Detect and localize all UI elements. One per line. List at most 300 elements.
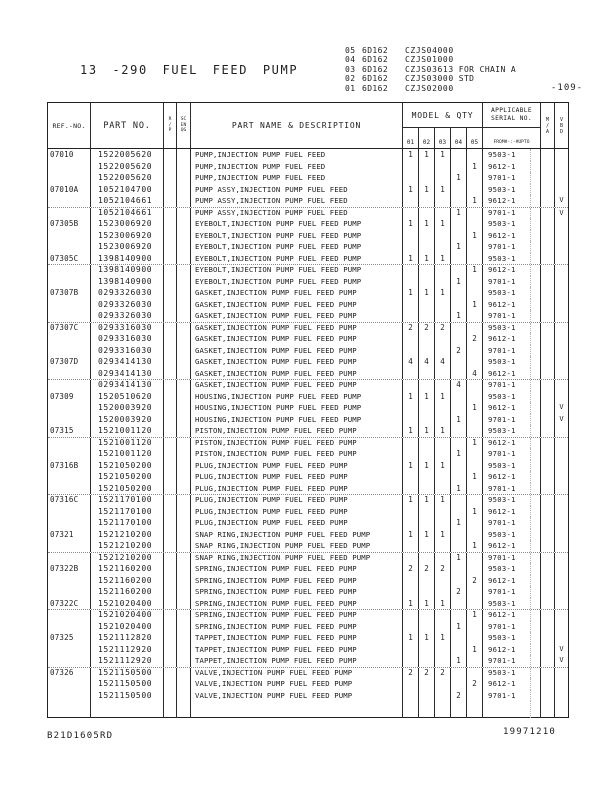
qty-cell-02 <box>419 553 435 564</box>
qty-cell-05: 1 <box>467 471 483 483</box>
qty-cell-01: 1 <box>403 149 419 161</box>
qty-cell-02 <box>419 402 435 414</box>
rp-flag-cell <box>164 701 177 718</box>
vbd-cell <box>555 483 568 495</box>
part-description-cell: PUMP,INJECTION PUMP FUEL FEED <box>191 172 403 184</box>
part-description-cell: SPRING,INJECTION PUMP FUEL FEED PUMP <box>191 586 403 598</box>
ref-no-cell <box>48 644 91 656</box>
ma-cell <box>541 184 555 196</box>
qty-cell-01 <box>403 471 419 483</box>
qty-cell-04 <box>451 230 467 242</box>
sc-flag-cell <box>177 598 191 610</box>
ma-cell <box>541 253 555 265</box>
part-no-cell: 1521001120 <box>91 425 164 437</box>
vbd-cell <box>555 265 568 276</box>
rp-flag-cell <box>164 632 177 644</box>
qty-cell-05 <box>467 276 483 288</box>
serial-cell: 9612-1 <box>483 402 541 414</box>
qty-cell-05 <box>467 323 483 334</box>
sc-flag-cell <box>177 368 191 380</box>
qty-cell-03: 1 <box>435 632 451 644</box>
ref-no-cell <box>48 380 91 391</box>
qty-cell-01: 1 <box>403 287 419 299</box>
part-description-cell: EYEBOLT,INJECTION PUMP FUEL FEED PUMP <box>191 241 403 253</box>
part-description-cell: GASKET,INJECTION PUMP FUEL FEED PUMP <box>191 368 403 380</box>
table-row <box>48 230 568 242</box>
serial-cell: 9503-1 <box>483 149 541 161</box>
qty-cell-03: 1 <box>435 287 451 299</box>
qty-cell-05 <box>467 563 483 575</box>
rp-flag-cell <box>164 184 177 196</box>
serial-cell: 9612-1 <box>483 644 541 656</box>
part-no-cell: 1522005620 <box>91 149 164 161</box>
model-engine: 6D162 <box>362 55 389 65</box>
serial-cell: 9701-1 <box>483 448 541 460</box>
part-no-cell: 0293326030 <box>91 299 164 311</box>
rp-flag-cell <box>164 610 177 621</box>
ref-no-cell <box>48 690 91 702</box>
table-row <box>48 149 568 161</box>
header-from-upto: FROM#-:-#UPTO <box>483 128 541 148</box>
ma-cell <box>541 333 555 345</box>
ref-no-cell: 07321 <box>48 529 91 541</box>
ma-cell <box>541 598 555 610</box>
sc-flag-cell <box>177 540 191 552</box>
sc-flag-cell <box>177 310 191 322</box>
vbd-cell <box>555 690 568 702</box>
qty-cell-02: 1 <box>419 184 435 196</box>
qty-cell-02: 1 <box>419 218 435 230</box>
serial-cell: 9503-1 <box>483 529 541 541</box>
table-row <box>48 529 568 541</box>
part-no-cell: 1520003920 <box>91 414 164 426</box>
part-no-cell: 1521020400 <box>91 610 164 621</box>
sc-flag-cell <box>177 668 191 679</box>
serial-cell: 9701-1 <box>483 553 541 564</box>
vbd-cell <box>555 632 568 644</box>
table-row <box>48 184 568 196</box>
qty-cell-04 <box>451 402 467 414</box>
rp-flag-cell <box>164 448 177 460</box>
qty-cell-04: 1 <box>451 172 467 184</box>
qty-cell-04 <box>451 495 467 506</box>
ref-no-cell <box>48 172 91 184</box>
part-no-cell: 1521112920 <box>91 655 164 667</box>
serial-cell: 9701-1 <box>483 172 541 184</box>
rp-flag-cell <box>164 253 177 265</box>
qty-cell-04 <box>451 460 467 472</box>
part-no-cell: 1522005620 <box>91 161 164 173</box>
qty-cell-01 <box>403 276 419 288</box>
serial-cell: 9503-1 <box>483 598 541 610</box>
table-row <box>48 195 568 207</box>
serial-cell: 9503-1 <box>483 323 541 334</box>
qty-cell-01 <box>403 517 419 529</box>
qty-cell-05: 2 <box>467 333 483 345</box>
rp-flag-cell <box>164 241 177 253</box>
part-description-cell: TAPPET,INJECTION PUMP FUEL FEED PUMP <box>191 632 403 644</box>
qty-cell-02: 1 <box>419 632 435 644</box>
rp-flag-cell <box>164 208 177 219</box>
table-row <box>48 655 568 667</box>
ref-no-cell: 07316B <box>48 460 91 472</box>
ma-cell <box>541 517 555 529</box>
ref-no-cell <box>48 241 91 253</box>
ma-cell <box>541 241 555 253</box>
table-row <box>48 207 568 219</box>
qty-cell-04: 1 <box>451 621 467 633</box>
qty-cell-05: 1 <box>467 506 483 518</box>
qty-cell-03: 2 <box>435 323 451 334</box>
ref-no-cell <box>48 701 91 718</box>
table-row <box>48 621 568 633</box>
sc-flag-cell <box>177 586 191 598</box>
serial-cell: 9612-1 <box>483 333 541 345</box>
model-code: 04 <box>345 55 356 65</box>
qty-cell-02 <box>419 195 435 207</box>
qty-cell-02 <box>419 172 435 184</box>
ref-no-cell <box>48 678 91 690</box>
page-number: -109- <box>551 83 584 93</box>
table-row <box>48 379 568 391</box>
qty-cell-05: 1 <box>467 195 483 207</box>
sc-flag-cell <box>177 438 191 449</box>
sc-flag-cell <box>177 678 191 690</box>
vbd-cell <box>555 149 568 161</box>
ma-cell <box>541 402 555 414</box>
qty-cell-02 <box>419 621 435 633</box>
ma-cell <box>541 380 555 391</box>
ma-cell <box>541 448 555 460</box>
qty-cell-01 <box>403 701 419 718</box>
qty-cell-05 <box>467 380 483 391</box>
rp-flag-cell <box>164 265 177 276</box>
vbd-cell <box>555 540 568 552</box>
ref-no-cell <box>48 276 91 288</box>
ref-no-cell <box>48 333 91 345</box>
ref-no-cell <box>48 438 91 449</box>
ma-cell <box>541 310 555 322</box>
qty-cell-02 <box>419 448 435 460</box>
qty-cell-04 <box>451 598 467 610</box>
qty-cell-01: 1 <box>403 218 419 230</box>
serial-cell: 9503-1 <box>483 563 541 575</box>
serial-cell: 9503-1 <box>483 253 541 265</box>
part-no-cell: 1521160200 <box>91 575 164 587</box>
qty-cell-01 <box>403 414 419 426</box>
qty-cell-04 <box>451 575 467 587</box>
rp-flag-cell <box>164 276 177 288</box>
sc-flag-cell <box>177 402 191 414</box>
table-row <box>48 483 568 495</box>
ma-cell <box>541 678 555 690</box>
part-description-cell: PUMP ASSY,INJECTION PUMP FUEL FEED <box>191 195 403 207</box>
qty-cell-01 <box>403 644 419 656</box>
qty-cell-02 <box>419 241 435 253</box>
qty-cell-05 <box>467 586 483 598</box>
qty-cell-04 <box>451 529 467 541</box>
sc-flag-cell <box>177 655 191 667</box>
sc-flag-cell <box>177 690 191 702</box>
sc-flag-cell <box>177 253 191 265</box>
qty-cell-04: 1 <box>451 414 467 426</box>
part-no-cell: 1521050200 <box>91 460 164 472</box>
sc-flag-cell <box>177 218 191 230</box>
qty-cell-04 <box>451 678 467 690</box>
rp-flag-cell <box>164 483 177 495</box>
qty-cell-02 <box>419 483 435 495</box>
qty-cell-02 <box>419 161 435 173</box>
rp-flag-cell <box>164 299 177 311</box>
qty-cell-02 <box>419 517 435 529</box>
part-description-cell: EYEBOLT,INJECTION PUMP FUEL FEED PUMP <box>191 276 403 288</box>
table-row <box>48 460 568 472</box>
qty-cell-03: 1 <box>435 495 451 506</box>
part-no-cell: 0293414130 <box>91 380 164 391</box>
vbd-cell <box>555 575 568 587</box>
qty-cell-01: 1 <box>403 391 419 403</box>
qty-cell-03 <box>435 161 451 173</box>
vbd-cell <box>555 323 568 334</box>
ref-no-cell <box>48 621 91 633</box>
sc-flag-cell <box>177 425 191 437</box>
qty-cell-02 <box>419 414 435 426</box>
qty-cell-03 <box>435 208 451 219</box>
header-qty-05: 05 <box>467 128 483 148</box>
serial-cell: 9612-1 <box>483 265 541 276</box>
part-no-cell: 1520510620 <box>91 391 164 403</box>
qty-cell-02 <box>419 540 435 552</box>
ref-no-cell <box>48 310 91 322</box>
vbd-cell <box>555 345 568 357</box>
part-no-cell: 1521020400 <box>91 621 164 633</box>
part-no-cell: 0293414130 <box>91 368 164 380</box>
sc-flag-cell <box>177 621 191 633</box>
model-engine: 6D162 <box>362 64 389 74</box>
qty-cell-01: 1 <box>403 184 419 196</box>
ma-cell <box>541 506 555 518</box>
table-row <box>48 322 568 334</box>
qty-cell-05 <box>467 668 483 679</box>
qty-cell-04: 1 <box>451 208 467 219</box>
part-no-cell: 0293316030 <box>91 323 164 334</box>
part-description-cell: EYEBOLT,INJECTION PUMP FUEL FEED PUMP <box>191 265 403 276</box>
ref-no-cell <box>48 208 91 219</box>
vbd-cell <box>555 586 568 598</box>
qty-cell-04 <box>451 391 467 403</box>
part-description-cell: GASKET,INJECTION PUMP FUEL FEED PUMP <box>191 380 403 391</box>
vbd-cell <box>555 529 568 541</box>
qty-cell-03 <box>435 380 451 391</box>
ref-no-cell <box>48 553 91 564</box>
serial-cell: 9503-1 <box>483 632 541 644</box>
qty-cell-05: 1 <box>467 161 483 173</box>
qty-cell-03 <box>435 517 451 529</box>
vbd-cell <box>555 310 568 322</box>
sc-flag-cell <box>177 517 191 529</box>
qty-cell-05 <box>467 414 483 426</box>
qty-cell-03: 1 <box>435 253 451 265</box>
ref-no-cell <box>48 506 91 518</box>
print-date: 19971210 <box>503 727 556 737</box>
qty-cell-02: 1 <box>419 391 435 403</box>
ref-no-cell <box>48 230 91 242</box>
rp-flag-cell <box>164 323 177 334</box>
qty-cell-04 <box>451 668 467 679</box>
rp-flag-cell <box>164 333 177 345</box>
table-row <box>48 494 568 506</box>
qty-cell-01: 4 <box>403 356 419 368</box>
serial-cell: 9612-1 <box>483 195 541 207</box>
table-row <box>48 437 568 449</box>
part-no-cell: 1522005620 <box>91 172 164 184</box>
ref-no-cell <box>48 575 91 587</box>
qty-cell-02 <box>419 506 435 518</box>
header-rp-flag: R / P <box>164 103 177 148</box>
serial-cell: 9701-1 <box>483 208 541 219</box>
qty-cell-03 <box>435 621 451 633</box>
qty-cell-05: 1 <box>467 540 483 552</box>
table-row <box>48 425 568 437</box>
qty-cell-03: 1 <box>435 149 451 161</box>
qty-cell-05: 1 <box>467 265 483 276</box>
serial-cell: 9503-1 <box>483 218 541 230</box>
model-line <box>345 84 516 93</box>
qty-cell-04 <box>451 506 467 518</box>
qty-cell-03 <box>435 553 451 564</box>
part-description-cell: PLUG,INJECTION PUMP FUEL FEED PUMP <box>191 495 403 506</box>
qty-cell-04 <box>451 253 467 265</box>
ma-cell <box>541 553 555 564</box>
ref-no-cell <box>48 655 91 667</box>
qty-cell-04: 1 <box>451 241 467 253</box>
sc-flag-cell <box>177 230 191 242</box>
qty-cell-03 <box>435 402 451 414</box>
qty-cell-02 <box>419 299 435 311</box>
ma-cell <box>541 644 555 656</box>
qty-cell-05: 1 <box>467 402 483 414</box>
sc-flag-cell <box>177 356 191 368</box>
ma-cell <box>541 655 555 667</box>
model-note: FOR CHAIN A <box>458 64 517 74</box>
part-no-cell: 1521170100 <box>91 495 164 506</box>
qty-cell-05: 1 <box>467 644 483 656</box>
sc-flag-cell <box>177 414 191 426</box>
model-serial: CZJS03000 <box>405 74 454 84</box>
qty-cell-01 <box>403 506 419 518</box>
serial-cell: 9701-1 <box>483 380 541 391</box>
rp-flag-cell <box>164 668 177 679</box>
part-no-cell: 1521170100 <box>91 517 164 529</box>
qty-cell-01 <box>403 483 419 495</box>
qty-cell-03 <box>435 644 451 656</box>
qty-cell-05 <box>467 701 483 718</box>
part-description-cell: SPRING,INJECTION PUMP FUEL FEED PUMP <box>191 598 403 610</box>
rp-flag-cell <box>164 553 177 564</box>
sc-flag-cell <box>177 506 191 518</box>
qty-cell-02: 1 <box>419 598 435 610</box>
qty-cell-02 <box>419 644 435 656</box>
serial-cell: 9612-1 <box>483 471 541 483</box>
qty-cell-03 <box>435 414 451 426</box>
qty-cell-03: 1 <box>435 218 451 230</box>
qty-cell-02: 2 <box>419 563 435 575</box>
part-description-cell: TAPPET,INJECTION PUMP FUEL FEED PUMP <box>191 655 403 667</box>
header-qty-01: 01 <box>403 128 419 148</box>
rp-flag-cell <box>164 195 177 207</box>
qty-cell-02: 2 <box>419 323 435 334</box>
table-row <box>48 506 568 518</box>
part-no-cell <box>91 701 164 718</box>
qty-cell-01: 1 <box>403 632 419 644</box>
qty-cell-04: 1 <box>451 276 467 288</box>
qty-cell-02 <box>419 345 435 357</box>
vbd-cell: V <box>559 644 564 653</box>
vbd-cell <box>555 471 568 483</box>
part-no-cell: 1521001120 <box>91 448 164 460</box>
ref-no-cell <box>48 402 91 414</box>
part-description-cell: HOUSING,INJECTION PUMP FUEL FEED PUMP <box>191 391 403 403</box>
model-serial-list <box>345 46 516 93</box>
ref-no-cell: 07307D <box>48 356 91 368</box>
rp-flag-cell <box>164 414 177 426</box>
qty-cell-05: 1 <box>467 230 483 242</box>
vbd-cell <box>555 495 568 506</box>
qty-cell-03: 2 <box>435 563 451 575</box>
serial-cell: 9612-1 <box>483 299 541 311</box>
vbd-cell <box>555 218 568 230</box>
sc-flag-cell <box>177 299 191 311</box>
table-row <box>48 471 568 483</box>
part-description-cell: SNAP RING,INJECTION PUMP FUEL FEED PUMP <box>191 540 403 552</box>
rp-flag-cell <box>164 287 177 299</box>
sc-flag-cell <box>177 448 191 460</box>
rp-flag-cell <box>164 218 177 230</box>
table-row <box>48 563 568 575</box>
qty-cell-01: 1 <box>403 598 419 610</box>
model-note: STD <box>458 74 475 84</box>
serial-cell: 9701-1 <box>483 655 541 667</box>
table-body <box>48 149 568 718</box>
ref-no-cell: 07307C <box>48 323 91 334</box>
ref-no-cell: 07322C <box>48 598 91 610</box>
serial-cell: 9612-1 <box>483 678 541 690</box>
table-row <box>48 690 568 702</box>
serial-cell: 9701-1 <box>483 241 541 253</box>
ma-cell <box>541 172 555 184</box>
sc-flag-cell <box>177 460 191 472</box>
ma-cell <box>541 529 555 541</box>
part-description-cell: PLUG,INJECTION PUMP FUEL FEED PUMP <box>191 506 403 518</box>
part-description-cell: SPRING,INJECTION PUMP FUEL FEED PUMP <box>191 621 403 633</box>
qty-cell-03 <box>435 345 451 357</box>
qty-cell-05 <box>467 598 483 610</box>
part-description-cell: VALVE,INJECTION PUMP FUEL FEED PUMP <box>191 678 403 690</box>
ref-no-cell: 07325 <box>48 632 91 644</box>
vbd-cell <box>555 438 568 449</box>
sc-flag-cell <box>177 563 191 575</box>
qty-cell-04: 4 <box>451 380 467 391</box>
part-no-cell: 1052104661 <box>91 195 164 207</box>
ref-no-cell <box>48 265 91 276</box>
qty-cell-02 <box>419 586 435 598</box>
qty-cell-03 <box>435 230 451 242</box>
qty-cell-04 <box>451 540 467 552</box>
part-description-cell: SNAP RING,INJECTION PUMP FUEL FEED PUMP <box>191 553 403 564</box>
qty-cell-01: 2 <box>403 668 419 679</box>
header-part-name: PART NAME & DESCRIPTION <box>191 103 403 148</box>
qty-cell-01: 1 <box>403 529 419 541</box>
